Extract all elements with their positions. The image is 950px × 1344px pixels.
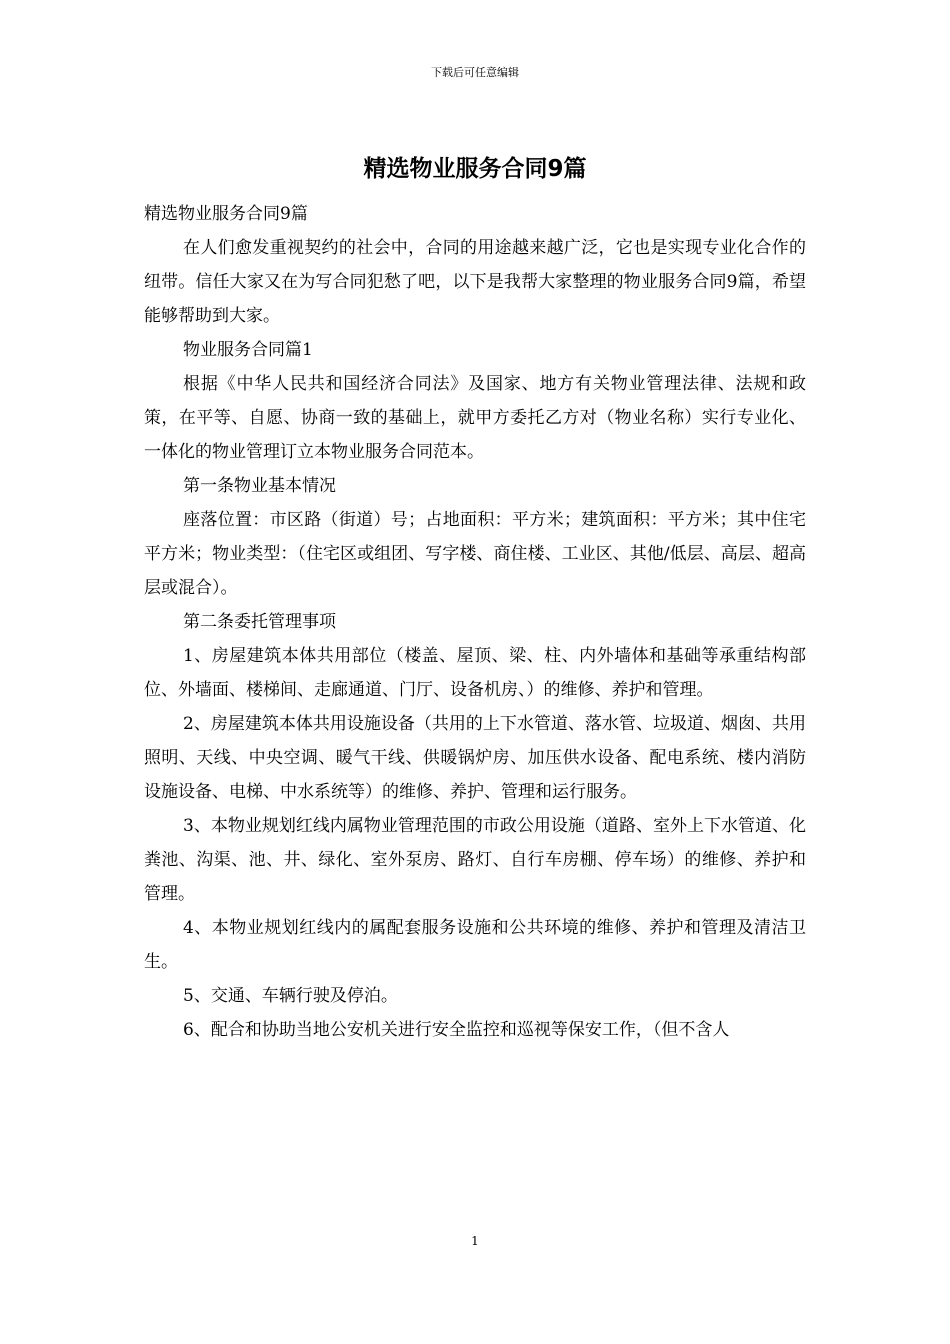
article-heading-1: 第一条物业基本情况: [183, 476, 336, 496]
list-item-1: 1、房屋建筑本体共用部位（楼盖、屋顶、梁、柱、内外墙体和基础等承重结构部位、外墙面、楼梯间、走廊通道、门厅、设备机房、）的维修、养护和管理。: [144, 646, 806, 700]
article-heading-2: 第二条委托管理事项: [183, 612, 336, 632]
paragraph-intro: 在人们愈发重视契约的社会中，合同的用途越来越广泛，它也是实现专业化合作的纽带。信任大家又在为写合同犯愁了吧，以下是我帮大家整理的物业服务合同9篇，希望能够帮助到大家。: [144, 238, 806, 326]
document-title: 精选物业服务合同9篇: [363, 156, 587, 182]
header-note: 下载后可任意编辑: [431, 66, 519, 79]
document-body: [144, 197, 806, 1047]
page-number: 1: [471, 1234, 479, 1248]
paragraph-property-info: 座落位置：市区路（街道）号；占地面积：平方米；建筑面积：平方米；其中住宅平方米；物业类型：（住宅区或组团、写字楼、商住楼、工业区、其他/低层、高层、超高层或混合）。: [144, 510, 806, 598]
list-item-4: 4、本物业规划红线内的属配套服务设施和公共环境的维修、养护和管理及清洁卫生。: [144, 918, 806, 972]
list-item-6: 6、配合和协助当地公安机关进行安全监控和巡视等保安工作，（但不含人: [183, 1020, 730, 1040]
list-item-2: 2、房屋建筑本体共用设施设备（共用的上下水管道、落水管、垃圾道、烟囱、共用照明、天线、中央空调、暖气干线、供暖锅炉房、加压供水设备、配电系统、楼内消防设施设备、电梯、中水系统等）的维修、养护、管理和运行服务。: [144, 714, 806, 802]
paragraph-preamble: 根据《中华人民共和国经济合同法》及国家、地方有关物业管理法律、法规和政策，在平等、自愿、协商一致的基础上，就甲方委托乙方对（物业名称）实行专业化、一体化的物业管理订立本物业服务合同范本。: [144, 374, 806, 462]
list-item-5: 5、交通、车辆行驶及停泊。: [183, 986, 398, 1006]
list-item-3: 3、本物业规划红线内属物业管理范围的市政公用设施（道路、室外上下水管道、化粪池、沟渠、池、井、绿化、室外泵房、路灯、自行车房棚、停车场）的维修、养护和管理。: [144, 816, 806, 904]
paragraph-subtitle: 精选物业服务合同9篇: [144, 204, 308, 224]
section-heading-contract-1: 物业服务合同篇1: [183, 340, 313, 360]
